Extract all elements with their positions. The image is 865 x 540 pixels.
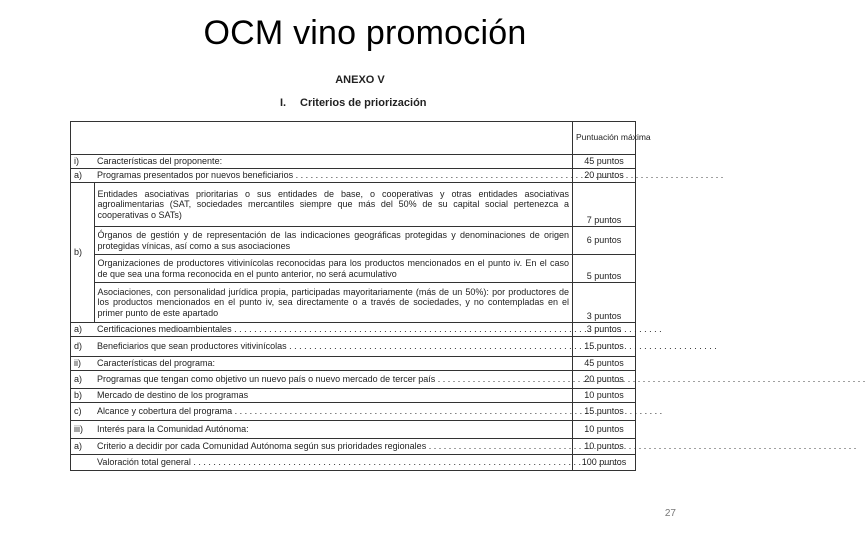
- row-points: 7 puntos: [573, 183, 636, 227]
- row-text: [94, 455, 573, 471]
- annex-title: ANEXO V: [335, 74, 385, 86]
- header-blank: [94, 122, 573, 155]
- row-letter: b): [71, 389, 95, 403]
- table-row: [71, 255, 636, 283]
- row-points: 10 puntos: [573, 389, 636, 403]
- row-text: Características del programa:: [94, 357, 573, 371]
- row-text-content: Órganos de gestión y de representación de las indicaciones geográficas protegidas y denominaciones de origen protegidas vínicas, así como a sus asociaciones: [97, 230, 569, 251]
- row-text: [94, 183, 573, 227]
- table-row: [71, 183, 636, 227]
- row-letter: a): [71, 323, 95, 337]
- annex-subtitle-number: I.: [280, 97, 287, 109]
- page-number: 27: [664, 508, 676, 519]
- table-row: [71, 337, 636, 357]
- row-text: [94, 255, 573, 283]
- row-letter: i): [71, 155, 95, 169]
- row-text: [94, 323, 573, 337]
- row-points: 3 puntos: [573, 323, 636, 337]
- row-text: [94, 283, 573, 323]
- header-blank: [71, 122, 95, 155]
- row-text: [94, 227, 573, 255]
- row-text: [94, 337, 573, 357]
- annex-subtitle: [280, 97, 427, 109]
- row-text-content: Criterio a decidir por cada Comunidad Autónoma según sus prioridades regionales . . .: [97, 441, 569, 452]
- table-row: [71, 169, 636, 183]
- annex-subtitle-text: Criterios de priorización: [300, 97, 427, 109]
- row-letter: [71, 455, 95, 471]
- row-points: 3 puntos: [573, 283, 636, 323]
- table-row: [71, 283, 636, 323]
- row-text-content: Asociaciones, con personalidad jurídica propia, participadas mayoritariamente (más de un 50%): por productores de los productos mencionados en el punto iv, sea directamente o a través de sociedades, y no contempladas en el primer punto de este apartado: [97, 286, 569, 318]
- row-points: 45 puntos: [573, 357, 636, 371]
- row-letter: [71, 183, 95, 323]
- row-text-content: Programas que tengan como objetivo un nuevo país o nuevo mercado de tercer país . . .: [97, 374, 569, 385]
- row-text-content: Organizaciones de productores vitivinícolas reconocidas para los productos mencionados en el punto iv. En el caso de que sea una forma reconocida en el punto anterior, no será acumulativo: [97, 258, 569, 279]
- table-row-total: [71, 455, 636, 471]
- row-letter: a): [71, 371, 95, 389]
- row-letter: a): [71, 439, 95, 455]
- table-row: [71, 439, 636, 455]
- row-points: 10 puntos: [573, 439, 636, 455]
- criteria-table: [70, 121, 651, 471]
- row-text-content: Certificaciones medioambientales . . .: [97, 324, 569, 335]
- slide-title: OCM vino promoción: [203, 14, 527, 52]
- row-points: 15 puntos: [573, 337, 636, 357]
- row-letter: a): [71, 169, 95, 183]
- row-text: Interés para la Comunidad Autónoma:: [94, 421, 573, 439]
- table-row: [71, 227, 636, 255]
- row-points: 6 puntos: [573, 227, 636, 255]
- table-row: [71, 403, 636, 421]
- table-row: [71, 389, 636, 403]
- row-points: 20 puntos: [573, 371, 636, 389]
- row-letter: c): [71, 403, 95, 421]
- row-letter: iii): [71, 421, 95, 439]
- row-letter: ii): [71, 357, 95, 371]
- table-header-row: [71, 122, 636, 155]
- table-row: [71, 421, 636, 439]
- row-text-content: Beneficiarios que sean productores vitivinícolas . . .: [97, 341, 569, 352]
- row-text-content: Programas presentados por nuevos beneficiarios . . .: [97, 170, 569, 181]
- table-row: [71, 371, 636, 389]
- row-text: Mercado de destino de los programas: [94, 389, 573, 403]
- row-text: [94, 403, 573, 421]
- table-row: [71, 323, 636, 337]
- row-text: [94, 439, 573, 455]
- row-text: [94, 169, 573, 183]
- row-text-content: Entidades asociativas prioritarias o sus entidades de base, o cooperativas y otras entidades asociativas agroalimentarias (SAT, sociedades mercantiles siempre que más del 50% de su capital social pertenezca a cooperativas o SATs): [97, 188, 569, 220]
- row-text: Características del proponente:: [94, 155, 573, 169]
- row-points: 15 puntos: [573, 403, 636, 421]
- row-text-content: Valoración total general . . .: [97, 457, 569, 468]
- row-points: 45 puntos: [573, 155, 636, 169]
- row-points: 100 puntos: [573, 455, 636, 471]
- row-letter-text: b): [74, 247, 83, 258]
- row-points: 5 puntos: [573, 255, 636, 283]
- row-text: [94, 371, 573, 389]
- header-points: Puntuación máxima: [573, 122, 636, 155]
- row-text-content: Alcance y cobertura del programa . . .: [97, 406, 569, 417]
- table-row: [71, 357, 636, 371]
- table-row: [71, 155, 636, 169]
- row-letter: d): [71, 337, 95, 357]
- row-points: 10 puntos: [573, 421, 636, 439]
- row-points: 20 puntos: [573, 169, 636, 183]
